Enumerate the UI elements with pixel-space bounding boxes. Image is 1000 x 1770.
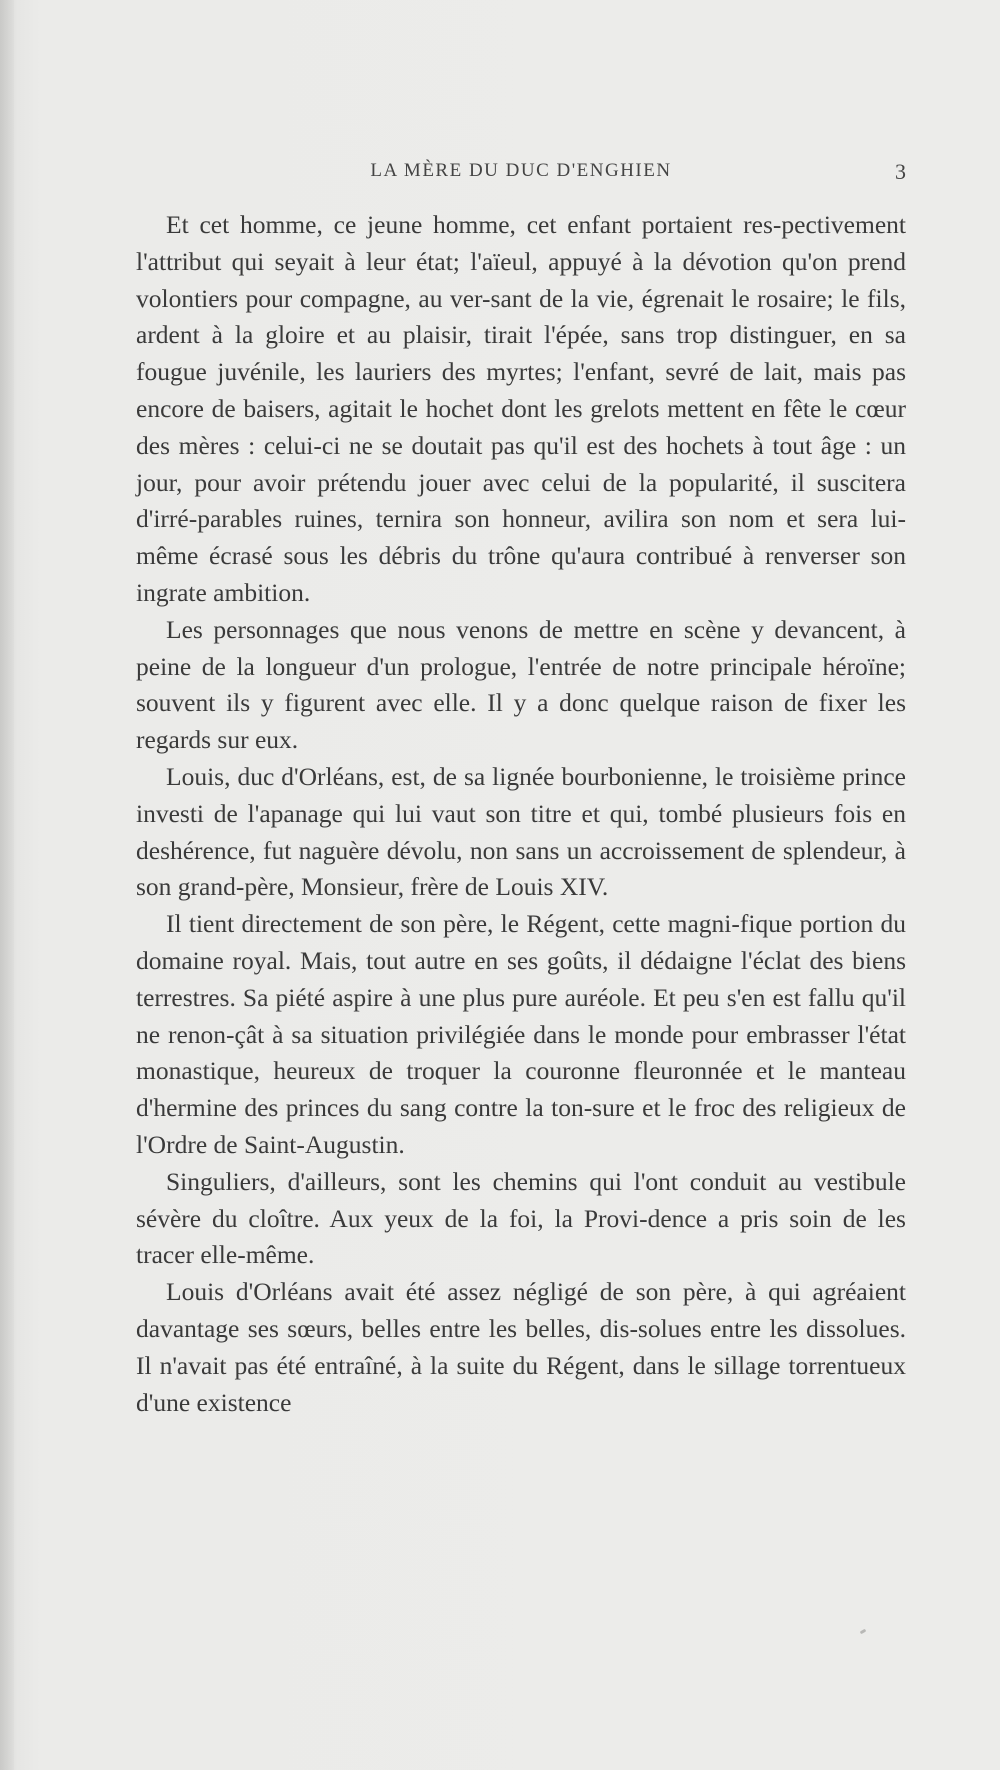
paragraph: Les personnages que nous venons de mettre en scène y devancent, à peine de la longueur d'un prologue, l'entrée de notre principale héroïne; souvent ils y figurent avec elle. Il y a donc quelque raison de fixer les regards sur eux. — [136, 614, 906, 755]
body-text — [136, 207, 906, 1421]
paragraph: Louis d'Orléans avait été assez négligé de son père, à qui agréaient davantage ses sœurs, belles entre les belles, dis-solues entre les dissolues. Il n'avait pas été entraîné, à la suite du Régent, dans le sillage torrentueux d'une existence — [136, 1277, 906, 1417]
paragraph: Singuliers, d'ailleurs, sont les chemins qui l'ont conduit au vestibule sévère du cloître. Aux yeux de la foi, la Provi-dence a pris soin de les tracer elle-même. — [136, 1166, 906, 1270]
page-gutter — [0, 0, 14, 1770]
page-number: 3 — [895, 159, 906, 184]
paragraph: Louis, duc d'Orléans, est, de sa lignée bourbonienne, le troisième prince investi de l'apanage qui lui vaut son titre et qui, tombé plusieurs fois en deshérence, fut naguère dévolu, non sans un accroissement de splendeur, à son grand-père, Monsieur, frère de Louis XIV. — [136, 761, 906, 902]
paragraph: Il tient directement de son père, le Régent, cette magni-fique portion du domaine royal. Mais, tout autre en ses goûts, il dédaigne l'éclat des biens terrestres. Sa piété aspire à une plus pure auréole. Et peu s'en est fallu qu'il ne renon-çât à sa situation privilégiée dans le monde pour embrasser l'état monastique, heureux de troquer la couronne fleuronnée et le manteau d'hermine des princes du sang contre la ton-sure et le froc des religieux de l'Ordre de Saint-Augustin. — [136, 909, 906, 1159]
page-header — [136, 160, 906, 190]
ink-speck — [860, 1629, 867, 1635]
paragraph: Et cet homme, ce jeune homme, cet enfant portaient res-pectivement l'attribut qui seyait à leur état; l'aïeul, appuyé à la dévotion qu'on prend volontiers pour compagne, au ver-sant de la vie, égrenait le rosaire; le fils, ardent à la gloire et au plaisir, tirait l'épée, sans trop distinguer, en sa fougue juvénile, les lauriers des myrtes; l'enfant, sevré de lait, mais pas encore de baisers, agitait le hochet dont les grelots mettent en fête le cœur des mères : celui-ci ne se doutait pas qu'il est des hochets à tout âge : un jour, pour avoir prétendu jouer avec celui de la popularité, il suscitera d'irré-parables ruines, ternira son honneur, avilira son nom et sera lui-même écrasé sous les débris du trône qu'aura contribué à renverser son ingrate ambition. — [136, 210, 906, 607]
running-head: LA MÈRE DU DUC D'ENGHIEN — [370, 160, 672, 181]
